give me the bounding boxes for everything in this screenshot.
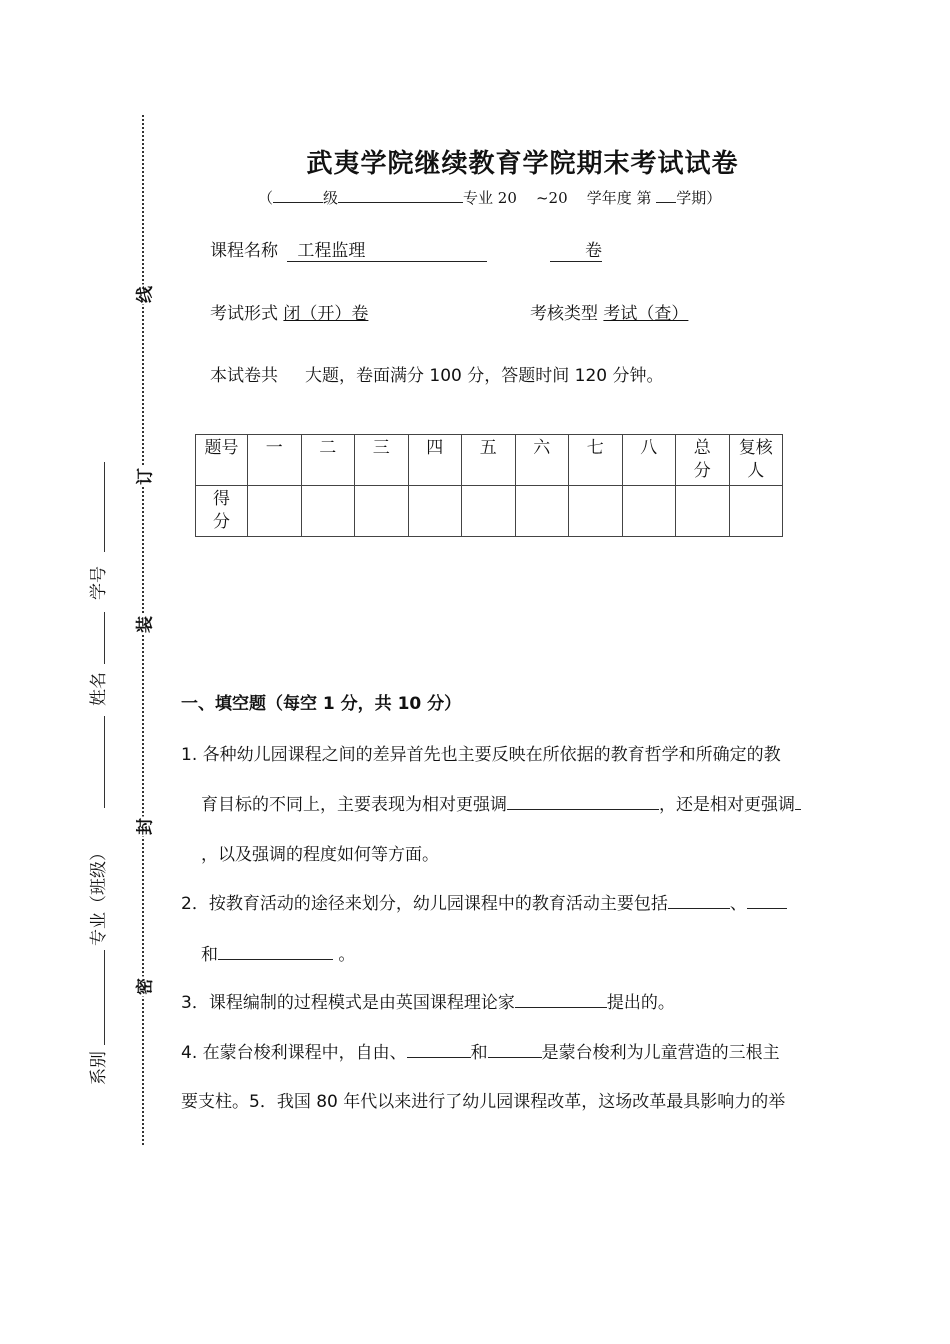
- score-cell-1[interactable]: [248, 486, 302, 537]
- seal-char-feng: 封: [129, 817, 158, 837]
- q4-text-a: 4. 在蒙台梭利课程中，自由、: [181, 1043, 407, 1063]
- major-class-label: 专业（班级）: [89, 844, 109, 946]
- paper-suffix-row: [550, 236, 602, 262]
- q2-text-a: 2．按教育活动的途径来划分，幼儿园课程中的教育活动主要包括: [181, 894, 668, 914]
- section-1-title: 一、填空题（每空 1 分，共 10 分）: [181, 694, 462, 714]
- grade-blank: [273, 188, 323, 203]
- seal-char-zhuang: 装: [129, 615, 158, 635]
- q4-text-b: 和: [470, 1043, 488, 1063]
- q4-line-1: [181, 1038, 780, 1063]
- score-cell-8[interactable]: [622, 486, 676, 537]
- header-cell-number: 题号: [196, 435, 248, 486]
- subtitle-open: （: [258, 189, 274, 207]
- q2-blank-3[interactable]: [218, 943, 333, 960]
- term-blank: [656, 188, 676, 203]
- q1-line-3: ，以及强调的程度如何等方面。: [201, 845, 439, 865]
- q4-blank-2[interactable]: [488, 1041, 542, 1058]
- q2-blank-2[interactable]: [747, 892, 787, 909]
- header-cell-1: 一: [248, 435, 302, 486]
- header-cell-6: 六: [515, 435, 569, 486]
- seal-char-mi: 密: [129, 977, 158, 997]
- score-table-header-row: [196, 435, 783, 486]
- score-cell-7[interactable]: [569, 486, 623, 537]
- course-row: [210, 236, 487, 262]
- header-cell-3: 三: [355, 435, 409, 486]
- student-id-label: 学号: [89, 566, 109, 600]
- q3-text-b: 提出的。: [606, 993, 675, 1013]
- header-cell-8: 八: [622, 435, 676, 486]
- header-cell-5: 五: [462, 435, 516, 486]
- header-cell-4: 四: [408, 435, 462, 486]
- assess-type-value: 考试（查）: [603, 304, 689, 324]
- subtitle-grade: 级: [323, 189, 339, 207]
- score-cell-6[interactable]: [515, 486, 569, 537]
- header-cell-reviewer: 复核人: [729, 435, 783, 486]
- q2-text-c: 和: [201, 945, 218, 965]
- q2-text-d: 。: [338, 945, 356, 965]
- exam-form-value: 闭（开）卷: [283, 304, 369, 324]
- paper-suffix: 卷: [550, 236, 602, 262]
- subtitle-academic-year: 学年度 第: [586, 189, 652, 207]
- major-blank: [338, 188, 463, 203]
- student-id-line: [104, 462, 105, 552]
- q2-line-2: [201, 940, 355, 965]
- score-cell-reviewer[interactable]: [729, 486, 783, 537]
- subtitle-major: 专业 20: [463, 189, 517, 207]
- q2-line-1: [181, 889, 787, 914]
- major-line: [104, 716, 105, 808]
- assess-type-row: [530, 299, 688, 324]
- q1-line-2: [201, 790, 801, 815]
- q2-text-b: 、: [729, 894, 747, 914]
- q4-text-c: 是蒙台梭利为儿童营造的三根主: [541, 1043, 780, 1063]
- exam-summary: 本试卷共 大题，卷面满分 100 分，答题时间 120 分钟。: [210, 366, 664, 386]
- course-label: 课程名称: [210, 241, 278, 261]
- subtitle-year-to: ~20: [535, 189, 568, 207]
- q1-text-a: 育目标的不同上，主要表现为相对更强调: [201, 795, 507, 815]
- exam-subtitle: [258, 187, 721, 208]
- q1-blank-2[interactable]: [795, 793, 801, 810]
- score-cell-total[interactable]: [676, 486, 730, 537]
- score-cell-5[interactable]: [462, 486, 516, 537]
- q4-line-2: 要支柱。5．我国 80 年代以来进行了幼儿园课程改革，这场改革最具影响力的举: [181, 1092, 786, 1112]
- name-line: [104, 612, 105, 664]
- subtitle-term: 学期）: [676, 189, 722, 207]
- q1-text-b: ，还是相对更强调: [659, 795, 795, 815]
- seal-char-ding: 订: [129, 467, 158, 487]
- score-cell-3[interactable]: [355, 486, 409, 537]
- header-cell-total: 总分: [676, 435, 730, 486]
- header-cell-7: 七: [569, 435, 623, 486]
- q3-blank[interactable]: [515, 991, 607, 1008]
- score-table: [195, 434, 783, 537]
- score-cell-4[interactable]: [408, 486, 462, 537]
- score-table-score-row: [196, 486, 783, 537]
- q4-blank-1[interactable]: [407, 1041, 471, 1058]
- assess-type-label: 考核类型: [530, 304, 598, 324]
- q1-line-1: 1. 各种幼儿园课程之间的差异首先也主要反映在所依据的教育哲学和所确定的教: [181, 745, 781, 765]
- department-label: 系别: [89, 1051, 109, 1085]
- score-cell-2[interactable]: [301, 486, 355, 537]
- q2-blank-1[interactable]: [668, 892, 730, 909]
- exam-title: 武夷学院继续教育学院期末考试试卷: [306, 149, 739, 179]
- q3-line: [181, 988, 675, 1013]
- course-value: 工程监理: [287, 236, 487, 262]
- q1-blank-1[interactable]: [507, 793, 659, 810]
- name-label: 姓名: [89, 672, 109, 706]
- score-row-label: 得分: [196, 486, 248, 537]
- exam-form-row: [210, 299, 368, 324]
- header-cell-2: 二: [301, 435, 355, 486]
- exam-form-label: 考试形式: [210, 304, 278, 324]
- seal-char-xian: 线: [129, 285, 158, 305]
- q3-text-a: 3．课程编制的过程模式是由英国课程理论家: [181, 993, 515, 1013]
- department-line: [104, 950, 105, 1045]
